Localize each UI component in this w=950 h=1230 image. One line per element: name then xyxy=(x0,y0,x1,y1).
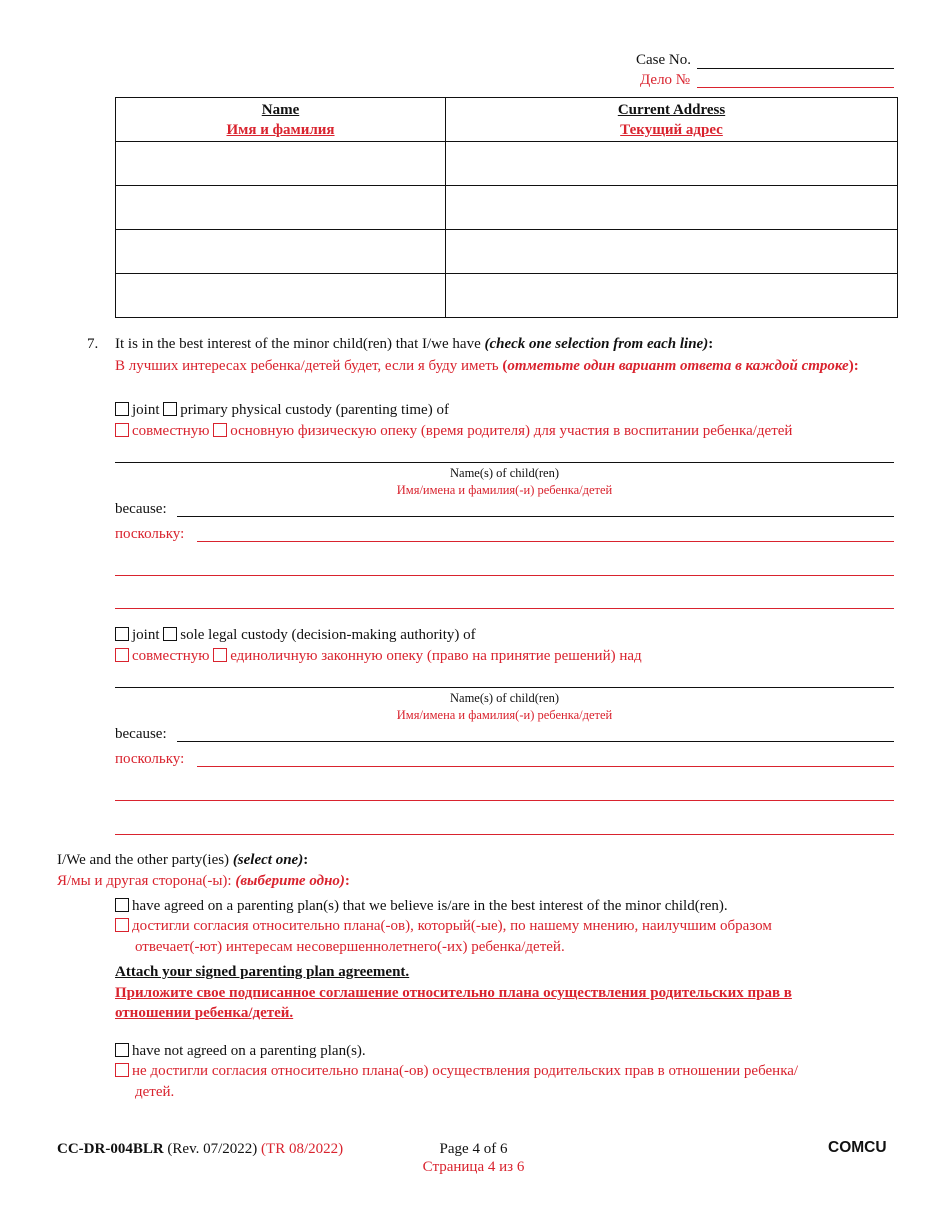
names-caption-ru: Имя/имена и фамилия(-и) ребенка/детей xyxy=(396,708,613,722)
form-code: COMCU xyxy=(828,1139,887,1156)
section-number: 7. xyxy=(87,336,99,352)
attach-instruction-ru-2: отношении ребенка/детей. xyxy=(115,1005,294,1021)
physical-custody-line-ru xyxy=(115,423,792,440)
form-revision: (Rev. 07/2022) xyxy=(163,1141,262,1157)
agreed-label-ru-1: достигли согласия относительно плана(-ов), который(-ые), по нашему мнению, наилучшим образом xyxy=(132,918,772,934)
agreement-colon: : xyxy=(303,852,309,868)
table-row xyxy=(116,142,898,186)
legal-because-line-2[interactable] xyxy=(115,800,894,801)
form-id: CC-DR-004BLR xyxy=(57,1141,164,1157)
attach-instruction-ru-1: Приложите свое подписанное соглашение относительно плана осуществления родительских прав в xyxy=(115,985,792,1001)
name-cell[interactable] xyxy=(116,142,446,186)
sole-legal-label-ru: единоличную законную опеку (право на принятие решений) над xyxy=(230,648,642,664)
name-cell[interactable] xyxy=(116,230,446,274)
agreement-instruction: (select one) xyxy=(232,852,304,868)
case-no-field-ru xyxy=(697,87,894,88)
joint-label-ru: совместную xyxy=(132,648,210,664)
legal-custody-line xyxy=(115,627,476,644)
not-agreed-label: have not agreed on a parenting plan(s). xyxy=(132,1043,366,1059)
agreed-option xyxy=(115,898,728,915)
address-cell[interactable] xyxy=(446,230,898,274)
names-caption: Name(s) of child(ren) xyxy=(450,466,559,480)
table-row xyxy=(116,230,898,274)
agreement-instruction-ru: (выберите одно) xyxy=(235,873,345,889)
intro-text-ru: В лучших интересах ребенка/детей будет, если я буду иметь xyxy=(115,358,503,374)
address-cell[interactable] xyxy=(446,142,898,186)
primary-physical-checkbox-ru xyxy=(213,423,227,437)
table-row xyxy=(116,186,898,230)
intro-close-ru: ): xyxy=(848,358,859,374)
case-no-field[interactable] xyxy=(697,68,894,69)
agreement-intro-text-ru: Я/мы и другая сторона(-ы): xyxy=(57,873,236,889)
col-address-label-ru: Текущий адрес xyxy=(620,121,723,138)
names-caption-ru: Имя/имена и фамилия(-и) ребенка/детей xyxy=(396,483,613,497)
physical-because-line-ru xyxy=(197,541,894,542)
case-no-label: Case No. xyxy=(636,52,691,68)
agreed-label-ru-2: отвечает(-ют) интересам несовершеннолетнего(-их) ребенка/детей. xyxy=(135,939,565,955)
col-address-label: Current Address xyxy=(617,101,726,118)
because-label: because: xyxy=(115,726,167,742)
physical-because-line-3[interactable] xyxy=(115,608,894,609)
address-cell[interactable] xyxy=(446,274,898,318)
intro-instruction: (check one selection from each line) xyxy=(484,336,709,352)
joint-label-ru: совместную xyxy=(132,423,210,439)
primary-physical-label-ru: основную физическую опеку (время родителя) для участия в воспитании ребенка/детей xyxy=(230,423,793,439)
joint-legal-checkbox-ru xyxy=(115,648,129,662)
name-cell[interactable] xyxy=(116,274,446,318)
joint-physical-checkbox[interactable] xyxy=(115,402,129,416)
legal-because-line-3[interactable] xyxy=(115,834,894,835)
agreed-label: have agreed on a parenting plan(s) that we believe is/are in the best interest of the minor child(ren). xyxy=(132,898,728,914)
not-agreed-label-ru-1: не достигли согласия относительно плана(-ов) осуществления родительских прав в отношении ребенка/ xyxy=(132,1063,799,1079)
name-cell[interactable] xyxy=(116,186,446,230)
intro-instruction-ru: отметьте один вариант ответа в каждой строке xyxy=(507,358,849,374)
sole-legal-label: sole legal custody (decision-making authority) of xyxy=(180,627,476,643)
not-agreed-label-ru-2: детей. xyxy=(135,1084,175,1100)
table-row xyxy=(116,274,898,318)
because-label: because: xyxy=(115,501,167,517)
not-agreed-option xyxy=(115,1043,366,1060)
agreed-checkbox[interactable] xyxy=(115,898,129,912)
intro-paren-ru: ( xyxy=(502,358,508,374)
not-agreed-option-ru xyxy=(115,1063,798,1080)
col-header-address xyxy=(446,98,898,142)
intro-text: It is in the best interest of the minor child(ren) that I/we have xyxy=(115,336,485,352)
section7-intro xyxy=(115,336,713,353)
legal-because-field[interactable] xyxy=(177,741,894,742)
agreement-colon-ru: : xyxy=(344,873,350,889)
agreement-intro-ru xyxy=(57,873,350,890)
case-no-label-ru: Дело № xyxy=(640,72,691,88)
physical-custody-line xyxy=(115,402,449,419)
legal-custody-line-ru xyxy=(115,648,642,665)
sole-legal-checkbox-ru xyxy=(213,648,227,662)
legal-children-names-field[interactable] xyxy=(115,687,894,688)
attach-instruction: Attach your signed parenting plan agreement. xyxy=(115,964,410,980)
joint-physical-checkbox-ru xyxy=(115,423,129,437)
because-label-ru: поскольку: xyxy=(115,526,185,542)
sole-legal-checkbox[interactable] xyxy=(163,627,177,641)
physical-because-field[interactable] xyxy=(177,516,894,517)
joint-legal-checkbox[interactable] xyxy=(115,627,129,641)
intro-colon: : xyxy=(708,336,714,352)
page-number: Page 4 of 6 xyxy=(439,1141,508,1157)
not-agreed-checkbox-ru xyxy=(115,1063,129,1077)
physical-because-line-2[interactable] xyxy=(115,575,894,576)
party-table xyxy=(115,97,898,318)
form-id-line xyxy=(57,1141,343,1158)
physical-children-names-field[interactable] xyxy=(115,462,894,463)
section7-intro-ru xyxy=(115,356,900,376)
primary-physical-checkbox[interactable] xyxy=(163,402,177,416)
primary-physical-label: primary physical custody (parenting time) of xyxy=(180,402,449,418)
col-name-label-ru: Имя и фамилия xyxy=(226,121,335,138)
joint-label: joint xyxy=(132,402,160,418)
not-agreed-checkbox[interactable] xyxy=(115,1043,129,1057)
agreement-intro xyxy=(57,852,308,869)
agreed-checkbox-ru xyxy=(115,918,129,932)
agreed-option-ru xyxy=(115,918,772,935)
form-translation-revision: (TR 08/2022) xyxy=(261,1141,344,1157)
col-header-name xyxy=(116,98,446,142)
because-label-ru: поскольку: xyxy=(115,751,185,767)
names-caption: Name(s) of child(ren) xyxy=(450,691,559,705)
legal-because-line-ru xyxy=(197,766,894,767)
agreement-intro-text: I/We and the other party(ies) xyxy=(57,852,233,868)
page-number-ru: Страница 4 из 6 xyxy=(422,1159,525,1175)
col-name-label: Name xyxy=(261,101,300,118)
joint-label: joint xyxy=(132,627,160,643)
address-cell[interactable] xyxy=(446,186,898,230)
